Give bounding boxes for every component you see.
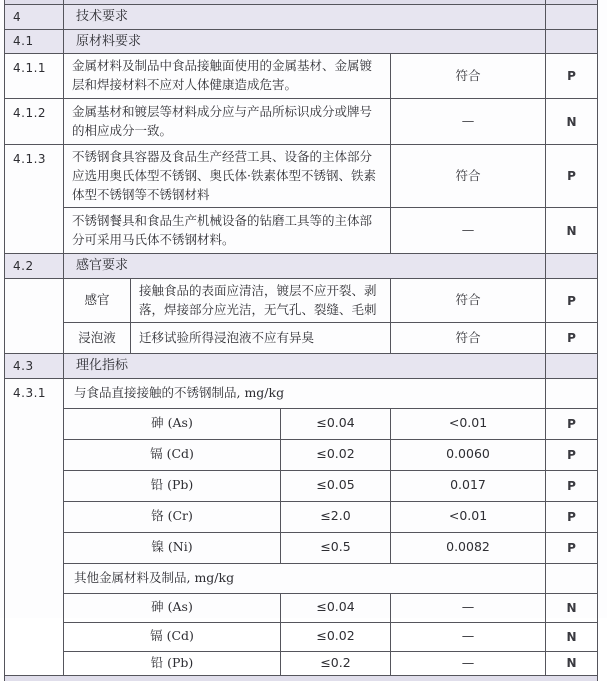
group2-header-row — [5, 563, 598, 593]
measured-value: <0.01 — [391, 501, 546, 532]
pn-flag: P — [546, 408, 598, 439]
section-number: 4 — [5, 5, 64, 30]
section-row-4-2 — [5, 254, 598, 279]
result-value: 符合 — [391, 323, 546, 354]
substance-name: 砷 (As) — [64, 593, 281, 622]
limit-value: ≤0.04 — [281, 408, 391, 439]
merged-number-cell — [5, 278, 64, 354]
limit-value: ≤0.02 — [281, 439, 391, 470]
pn-flag: N — [546, 651, 598, 675]
requirement-text: 不锈钢食具容器及食品生产经营工具、设备的主体部分应选用奥氏体型不锈钢、奥氏体·铁素体型不锈钢、铁素体型不锈钢等不锈钢材料 — [64, 145, 391, 208]
chem-row-pb1 — [5, 470, 598, 501]
substance-name: 镉 (Cd) — [64, 622, 281, 651]
result-value: 符合 — [391, 145, 546, 208]
section-number: 4.3 — [5, 354, 64, 379]
partial-row-bottom — [5, 675, 598, 681]
result-value: 符合 — [391, 54, 546, 99]
substance-name: 镉 (Cd) — [64, 439, 281, 470]
section-row-4-1 — [5, 29, 598, 54]
soak-liquid-row — [5, 323, 598, 354]
section-title: 感官要求 — [64, 254, 546, 279]
section-title: 理化指标 — [64, 354, 546, 379]
requirement-text: 金属基材和镀层等材料成分应与产品所标识成分或牌号的相应成分一致。 — [64, 99, 391, 145]
section-title: 技术要求 — [64, 5, 546, 30]
group-title: 其他金属材料及制品, mg/kg — [64, 563, 546, 593]
sub-label: 浸泡液 — [64, 323, 131, 354]
substance-name: 铅 (Pb) — [64, 651, 281, 675]
chem-row-pb2 — [5, 651, 598, 675]
pn-flag: P — [546, 501, 598, 532]
chem-row-as1 — [5, 408, 598, 439]
section-row-4-3 — [5, 354, 598, 379]
partial-cell — [5, 675, 598, 681]
measured-value: 0.0082 — [391, 532, 546, 563]
pn-flag: N — [546, 622, 598, 651]
pn-flag: N — [546, 99, 598, 145]
chem-row-cr1 — [5, 501, 598, 532]
pn-flag: P — [546, 470, 598, 501]
pn-flag: N — [546, 593, 598, 622]
requirement-row-4-1-2 — [5, 99, 598, 145]
substance-name: 镍 (Ni) — [64, 532, 281, 563]
group1-header-row — [5, 378, 598, 408]
measured-value: <0.01 — [391, 408, 546, 439]
technical-requirements-table — [4, 0, 598, 681]
substance-name: 砷 (As) — [64, 408, 281, 439]
pn-flag: P — [546, 439, 598, 470]
clause-number: 4.1.1 — [5, 54, 64, 99]
measured-value: — — [391, 593, 546, 622]
sensory-row — [5, 278, 598, 323]
measured-value: 0.0060 — [391, 439, 546, 470]
pn-cell-empty — [546, 5, 598, 30]
measured-value: — — [391, 651, 546, 675]
chem-row-ni1 — [5, 532, 598, 563]
chem-row-cd2 — [5, 622, 598, 651]
section-row-4 — [5, 5, 598, 30]
pn-cell-empty — [546, 378, 598, 408]
pn-cell-empty — [546, 29, 598, 54]
pn-cell-empty — [546, 354, 598, 379]
limit-value: ≤0.04 — [281, 593, 391, 622]
result-value: — — [391, 99, 546, 145]
result-value: — — [391, 208, 546, 254]
section-title: 原材料要求 — [64, 29, 546, 54]
limit-value: ≤0.5 — [281, 532, 391, 563]
chem-row-cd1 — [5, 439, 598, 470]
pn-flag: P — [546, 323, 598, 354]
clause-number: 4.1.2 — [5, 99, 64, 145]
requirement-text: 迁移试验所得浸泡液不应有异臭 — [131, 323, 391, 354]
requirement-row-4-1-3a — [5, 145, 598, 208]
pn-flag: P — [546, 54, 598, 99]
limit-value: ≤0.05 — [281, 470, 391, 501]
requirement-row-4-1-1 — [5, 54, 598, 99]
pn-cell-empty — [546, 254, 598, 279]
requirement-text: 接触食品的表面应清洁，镀层不应开裂、剥落，焊接部分应光洁，无气孔、裂缝、毛刺 — [131, 278, 391, 323]
requirement-text: 金属材料及制品中食品接触面使用的金属基材、金属镀层和焊接材料不应对人体健康造成危害。 — [64, 54, 391, 99]
section-number: 4.1 — [5, 29, 64, 54]
substance-name: 铬 (Cr) — [64, 501, 281, 532]
requirement-row-4-1-3b — [5, 208, 598, 254]
pn-flag: N — [546, 208, 598, 254]
group-title: 与食品直接接触的不锈钢制品, mg/kg — [64, 378, 546, 408]
sub-label: 感官 — [64, 278, 131, 323]
clause-number: 4.3.1 — [5, 378, 64, 675]
pn-flag: P — [546, 532, 598, 563]
measured-value: 0.017 — [391, 470, 546, 501]
limit-value: ≤2.0 — [281, 501, 391, 532]
limit-value: ≤0.2 — [281, 651, 391, 675]
pn-flag: P — [546, 278, 598, 323]
measured-value: — — [391, 622, 546, 651]
pn-flag: P — [546, 145, 598, 208]
substance-name: 铅 (Pb) — [64, 470, 281, 501]
pn-cell-empty — [546, 563, 598, 593]
requirement-text: 不锈钢餐具和食品生产机械设备的钻磨工具等的主体部分可采用马氏体不锈钢材料。 — [64, 208, 391, 254]
clause-number: 4.1.3 — [5, 145, 64, 254]
result-value: 符合 — [391, 278, 546, 323]
section-number: 4.2 — [5, 254, 64, 279]
limit-value: ≤0.02 — [281, 622, 391, 651]
